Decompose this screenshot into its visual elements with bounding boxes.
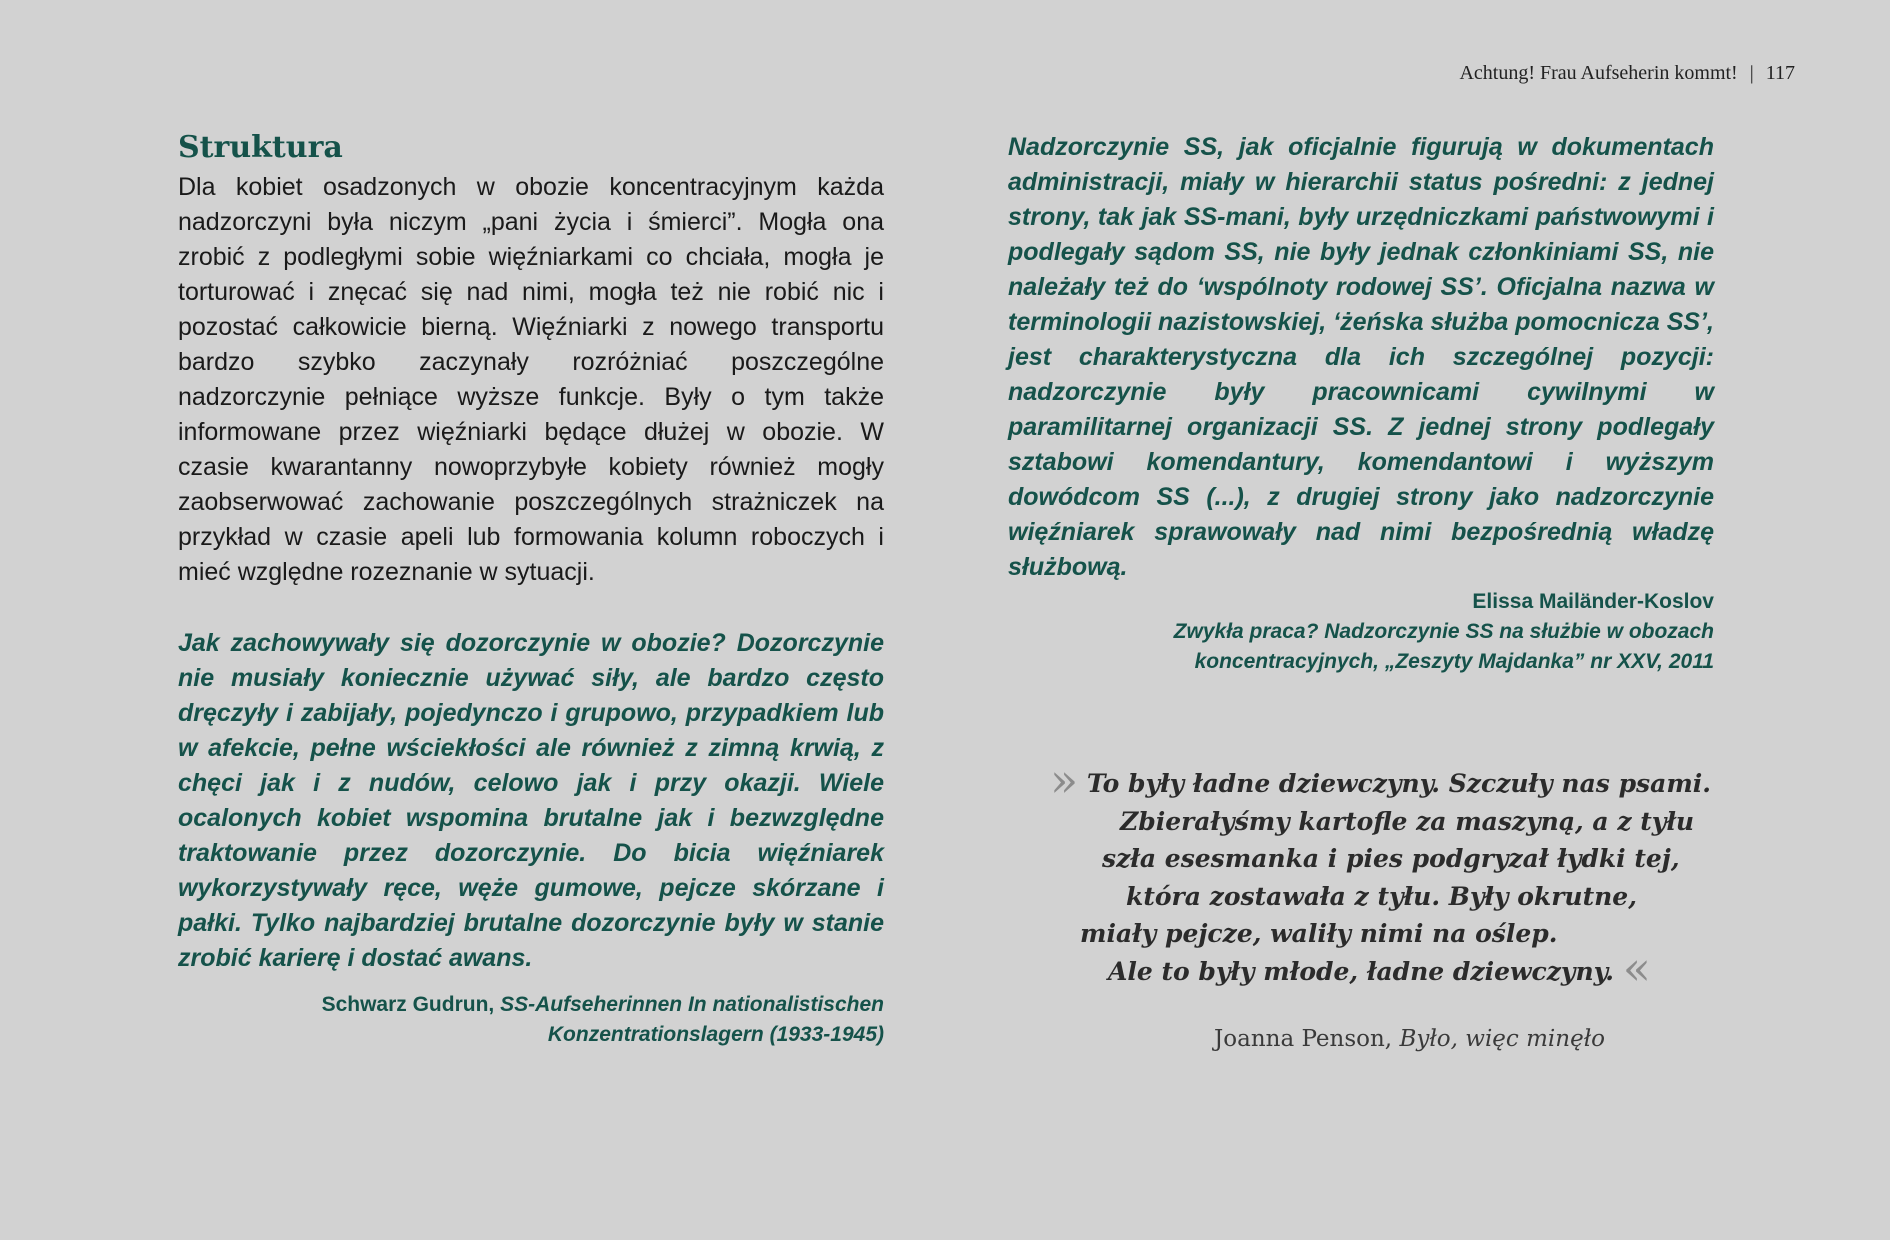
- left-quote-attribution: [178, 990, 884, 1050]
- running-header: [1459, 62, 1795, 85]
- open-quote-mark: »: [1050, 753, 1079, 807]
- poem-quote: [1050, 753, 1711, 995]
- right-attribution-source-1: Zwykła praca? Nadzorczynie SS na służbie w obozach: [1173, 620, 1714, 643]
- running-title: Achtung! Frau Aufseherin kommt!: [1459, 62, 1738, 84]
- right-attribution-author: Elissa Mailänder-Koslov: [1472, 590, 1714, 613]
- poem-line-text-6: Ale to były młode, ładne dziewczyny.: [1108, 956, 1614, 986]
- poem-line-3: szła esesmanka i pies podgryzał łydki tej,: [1102, 844, 1680, 873]
- right-highlight-quote: Nadzorczynie SS, jak oficjalnie figurują w dokumentach administracji, miały w hierarchii status pośredni: z jednej strony, tak jak SS-mani, były urzędniczkami państwowymi i podlegały sądom SS, nie były jednak członkiniami SS, nie należały też do ‘wspólnoty rodowej SS’. Oficjalna nazwa w terminologii nazistowskiej, ‘żeńska służba pomocnicza SS’, jest charakterystyczna dla ich szczególnej pozycji: nadzorczynie były pracownicami cywilnymi w paramilitarnej organizacji SS. Z jednej strony podlegały sztabowi komendantury, komendantowi i wyższym dowódcom SS (...), z drugiej strony jako nadzorczynie więźniarek sprawowały nad nimi bezpośrednią władzę służbową.: [1008, 133, 1714, 581]
- close-quote-mark: «: [1622, 940, 1651, 995]
- left-column: [178, 130, 884, 1050]
- left-attribution-title-2: Konzentrationslagern (1933-1945): [547, 1023, 884, 1046]
- poem-line-2: Zbierałyśmy kartofle za maszyną, a z tyłu: [1120, 806, 1695, 836]
- left-attribution-title-1: SS-Aufseherinnen In nationalistischen: [500, 993, 884, 1016]
- left-attribution-author: Schwarz Gudrun,: [321, 993, 501, 1016]
- poem-line-4: która zostawała z tyłu. Były okrutne,: [1126, 881, 1637, 911]
- poem-attribution-author: Joanna Penson,: [1214, 1026, 1400, 1052]
- poem-line-1: [1050, 753, 1711, 807]
- poem-attribution-title: Było, więc minęło: [1399, 1026, 1605, 1052]
- right-attribution-source-2: koncentracyjnych, „Zeszyty Majdanka” nr XXV, 2011: [1194, 650, 1714, 673]
- poem-line-text-1: To były ładne dziewczyny. Szczuły nas psami.: [1086, 769, 1711, 798]
- section-title: Struktura: [178, 130, 343, 165]
- body-paragraph: Dla kobiet osadzonych w obozie koncentracyjnym każda nadzorczyni była niczym „pani życia i śmierci”. Mogła ona zrobić z podległymi sobie więźniarkami co chciała, mogła je torturować i znęcać się nad nimi, mogła też nie robić nic i pozostać całkowicie bierną. Więźniarki z nowego transportu bardzo szybko zaczynały rozróżniać poszczególne nadzorczynie pełniące wyższe funkcje. Były o tym także informowane przez więźniarki będące dłużej w obozie. W czasie kwarantanny nowoprzybyłe kobiety również mogły zaobserwować zachowanie poszczególnych strażniczek na przykład w czasie apeli lub formowania kolumn roboczych i mieć względne rozeznanie w sytuacji.: [178, 173, 884, 586]
- right-quote-attribution: [1008, 587, 1714, 677]
- left-highlight-quote: Jak zachowywały się dozorczynie w obozie? Dozorczynie nie musiały koniecznie używać siły, ale bardzo często dręczyły i zabijały, pojedynczo i grupowo, przypadkiem lub w afekcie, pełne wściekłości ale również z zimną krwią, z chęci jak i z nudów, celowo jak i przy okazji. Wiele ocalonych kobiet wspomina brutalne jak i bezwzględne traktowanie przez dozorczynie. Do bicia więźniarek wykorzystywały ręce, węże gumowe, pejcze skórzane i pałki. Tylko najbardziej brutalne dozorczynie były w stanie zrobić karierę i dostać awans.: [178, 629, 884, 972]
- poem-attribution: [1214, 1026, 1605, 1052]
- header-separator: |: [1749, 62, 1754, 84]
- right-column: [1008, 130, 1714, 677]
- poem-line-6: [1050, 940, 1690, 995]
- poem-line-5: miały pejcze, waliły nimi na oślep.: [1080, 919, 1558, 948]
- page-number: 117: [1765, 62, 1795, 84]
